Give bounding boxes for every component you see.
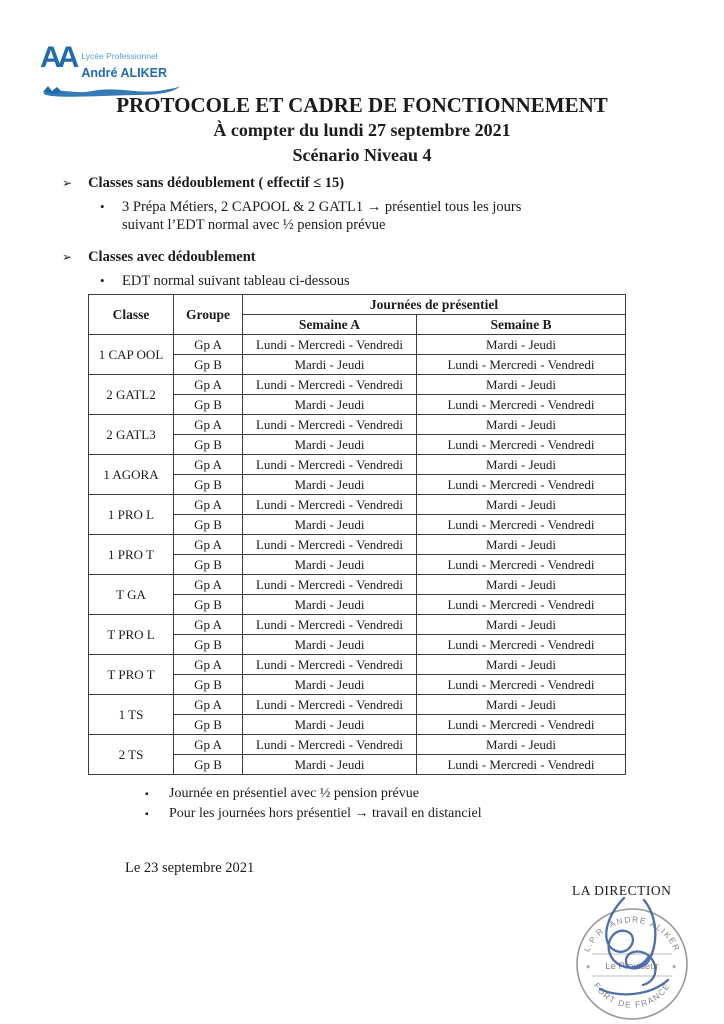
semaine-b-cell: Mardi - Jeudi (417, 735, 626, 755)
groupe-cell: Gp A (174, 655, 243, 675)
table-row (89, 335, 626, 355)
semaine-a-cell: Mardi - Jeudi (243, 435, 417, 455)
classe-cell: T PRO L (89, 615, 174, 655)
semaine-a-cell: Lundi - Mercredi - Vendredi (243, 415, 417, 435)
column-header-semaine-a: Semaine A (243, 315, 417, 335)
arrow-marker-icon: ➢ (62, 176, 73, 190)
column-header-groupe: Groupe (174, 295, 243, 335)
groupe-cell: Gp A (174, 615, 243, 635)
semaine-b-cell: Mardi - Jeudi (417, 415, 626, 435)
classe-cell: T PRO T (89, 655, 174, 695)
semaine-a-cell: Mardi - Jeudi (243, 715, 417, 735)
semaine-a-cell: Lundi - Mercredi - Vendredi (243, 655, 417, 675)
stamp-arc-top-text: L.P.R. ANDRE ALIKER (581, 914, 683, 954)
signature (600, 898, 668, 994)
bullet-icon: • (100, 273, 105, 288)
semaine-b-cell: Mardi - Jeudi (417, 655, 626, 675)
semaine-a-cell: Mardi - Jeudi (243, 755, 417, 775)
official-stamp (556, 892, 708, 1024)
semaine-a-cell: Mardi - Jeudi (243, 475, 417, 495)
section-heading-text: Classes sans dédoublement ( effectif ≤ 15) (88, 175, 345, 191)
section-heading (62, 174, 724, 193)
groupe-cell: Gp A (174, 335, 243, 355)
groupe-cell: Gp A (174, 415, 243, 435)
classe-cell: 1 TS (89, 695, 174, 735)
list-item (100, 272, 724, 290)
semaine-a-cell: Mardi - Jeudi (243, 395, 417, 415)
groupe-cell: Gp B (174, 715, 243, 735)
table-row (89, 655, 626, 675)
semaine-b-cell: Lundi - Mercredi - Vendredi (417, 635, 626, 655)
groupe-cell: Gp A (174, 535, 243, 555)
groupe-cell: Gp B (174, 515, 243, 535)
table-row (89, 455, 626, 475)
table-row (89, 495, 626, 515)
groupe-cell: Gp B (174, 635, 243, 655)
square-bullet-icon: ▪ (145, 789, 149, 800)
column-header-journees: Journées de présentiel (243, 295, 626, 315)
groupe-cell: Gp B (174, 675, 243, 695)
arrow-marker-icon: ➢ (62, 250, 73, 264)
section-heading-text: Classes avec dédoublement (88, 249, 256, 265)
table-row (89, 615, 626, 635)
schedule-table (88, 294, 626, 775)
logo-subtitle: Lycée Professionnel (81, 51, 158, 61)
list-item (100, 198, 724, 234)
semaine-a-cell: Mardi - Jeudi (243, 595, 417, 615)
school-logo (40, 41, 190, 99)
semaine-a-cell: Lundi - Mercredi - Vendredi (243, 575, 417, 595)
semaine-b-cell: Lundi - Mercredi - Vendredi (417, 755, 626, 775)
list-item-text: EDT normal suivant tableau ci-dessous (122, 273, 350, 289)
semaine-a-cell: Lundi - Mercredi - Vendredi (243, 335, 417, 355)
classe-cell: T GA (89, 575, 174, 615)
title-line-1: PROTOCOLE ET CADRE DE FONCTIONNEMENT (116, 93, 608, 117)
classe-cell: 2 GATL3 (89, 415, 174, 455)
groupe-cell: Gp A (174, 735, 243, 755)
groupe-cell: Gp B (174, 595, 243, 615)
semaine-b-cell: Lundi - Mercredi - Vendredi (417, 395, 626, 415)
column-header-classe: Classe (89, 295, 174, 335)
section-heading (62, 248, 724, 267)
semaine-b-cell: Lundi - Mercredi - Vendredi (417, 675, 626, 695)
list-item-text: Pour les journées hors présentiel → travail en distanciel (169, 805, 482, 821)
groupe-cell: Gp A (174, 455, 243, 475)
stamp-star-left: * (586, 963, 591, 975)
list-item (145, 805, 724, 825)
semaine-a-cell: Lundi - Mercredi - Vendredi (243, 375, 417, 395)
semaine-a-cell: Mardi - Jeudi (243, 635, 417, 655)
groupe-cell: Gp A (174, 375, 243, 395)
list-item-text: 3 Prépa Métiers, 2 CAPOOL & 2 GATL1 → présentiel tous les jours suivant l’EDT normal avec ½ pension prévue (122, 199, 522, 233)
classe-cell: 1 CAP OOL (89, 335, 174, 375)
groupe-cell: Gp B (174, 475, 243, 495)
schedule-table-body (89, 335, 626, 775)
semaine-b-cell: Lundi - Mercredi - Vendredi (417, 435, 626, 455)
bullet-icon: • (100, 199, 105, 214)
groupe-cell: Gp A (174, 695, 243, 715)
classe-cell: 2 GATL2 (89, 375, 174, 415)
classe-cell: 2 TS (89, 735, 174, 775)
classe-cell: 1 AGORA (89, 455, 174, 495)
semaine-b-cell: Lundi - Mercredi - Vendredi (417, 475, 626, 495)
semaine-b-cell: Mardi - Jeudi (417, 455, 626, 475)
semaine-a-cell: Lundi - Mercredi - Vendredi (243, 535, 417, 555)
direction-label: LA DIRECTION (572, 883, 672, 898)
table-row (89, 375, 626, 395)
semaine-b-cell: Lundi - Mercredi - Vendredi (417, 555, 626, 575)
semaine-a-cell: Lundi - Mercredi - Vendredi (243, 615, 417, 635)
semaine-a-cell: Lundi - Mercredi - Vendredi (243, 495, 417, 515)
list-item-text: Journée en présentiel avec ½ pension prévue (169, 786, 419, 801)
semaine-a-cell: Lundi - Mercredi - Vendredi (243, 455, 417, 475)
title-line-3: Scénario Niveau 4 (292, 145, 432, 165)
groupe-cell: Gp A (174, 575, 243, 595)
groupe-cell: Gp B (174, 435, 243, 455)
stamp-center-text: Le Proviseur (605, 961, 659, 972)
title-line-2: À compter du lundi 27 septembre 2021 (213, 120, 511, 140)
square-bullet-icon: ▪ (145, 808, 149, 820)
semaine-a-cell: Lundi - Mercredi - Vendredi (243, 735, 417, 755)
column-header-semaine-b: Semaine B (417, 315, 626, 335)
semaine-a-cell: Mardi - Jeudi (243, 355, 417, 375)
document-date: Le 23 septembre 2021 (125, 860, 255, 876)
semaine-b-cell: Mardi - Jeudi (417, 535, 626, 555)
groupe-cell: Gp B (174, 395, 243, 415)
semaine-b-cell: Lundi - Mercredi - Vendredi (417, 355, 626, 375)
stamp-arc-bottom-text: FORT DE FRANCE (591, 980, 673, 1010)
groupe-cell: Gp B (174, 355, 243, 375)
logo-school-name: André ALIKER (81, 66, 167, 80)
semaine-b-cell: Lundi - Mercredi - Vendredi (417, 715, 626, 735)
table-row (89, 575, 626, 595)
semaine-b-cell: Mardi - Jeudi (417, 375, 626, 395)
table-row (89, 695, 626, 715)
semaine-b-cell: Mardi - Jeudi (417, 335, 626, 355)
groupe-cell: Gp B (174, 555, 243, 575)
table-row (89, 415, 626, 435)
document-title (0, 92, 724, 168)
logo-monogram: AA (40, 41, 76, 74)
semaine-b-cell: Mardi - Jeudi (417, 615, 626, 635)
semaine-b-cell: Mardi - Jeudi (417, 695, 626, 715)
table-row (89, 535, 626, 555)
semaine-b-cell: Lundi - Mercredi - Vendredi (417, 595, 626, 615)
classe-cell: 1 PRO L (89, 495, 174, 535)
classe-cell: 1 PRO T (89, 535, 174, 575)
semaine-b-cell: Lundi - Mercredi - Vendredi (417, 515, 626, 535)
document-body (0, 174, 724, 824)
groupe-cell: Gp B (174, 755, 243, 775)
semaine-a-cell: Mardi - Jeudi (243, 515, 417, 535)
semaine-a-cell: Mardi - Jeudi (243, 675, 417, 695)
semaine-a-cell: Mardi - Jeudi (243, 555, 417, 575)
section-classes-avec-dedoublement (0, 248, 724, 290)
table-row (89, 735, 626, 755)
semaine-b-cell: Mardi - Jeudi (417, 495, 626, 515)
groupe-cell: Gp A (174, 495, 243, 515)
stamp-star-right: * (672, 963, 677, 975)
section-classes-sans-dedoublement (0, 174, 724, 234)
semaine-a-cell: Lundi - Mercredi - Vendredi (243, 695, 417, 715)
semaine-b-cell: Mardi - Jeudi (417, 575, 626, 595)
footer-notes (145, 785, 724, 824)
list-item (145, 785, 724, 805)
